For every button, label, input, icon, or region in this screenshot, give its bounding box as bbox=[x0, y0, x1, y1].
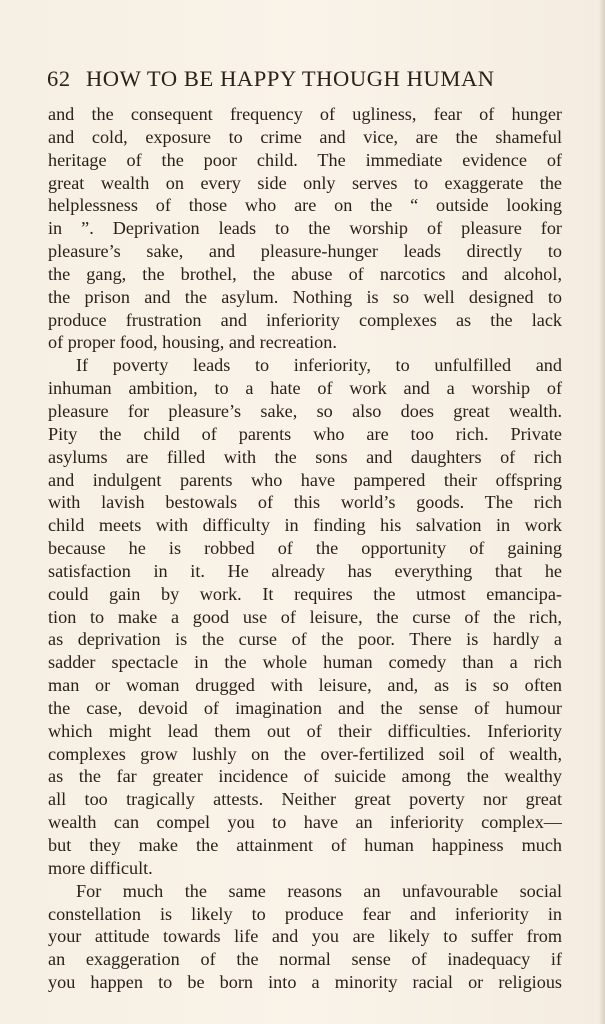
text-line: the case, devoid of imagination and the sense of humour bbox=[48, 697, 562, 718]
text-line: as the far greater incidence of suicide among the wealthy bbox=[48, 766, 562, 787]
text-line: asylums are filled with the sons and daughters of rich bbox=[48, 446, 562, 467]
text-line: man or woman drugged with leisure, and, as is so often bbox=[48, 675, 562, 696]
text-line: your attitude towards life and you are likely to suffer from bbox=[48, 926, 562, 947]
text-line: produce frustration and inferiority complexes as the lack bbox=[48, 309, 562, 330]
text-line: sadder spectacle in the whole human comedy than a rich bbox=[48, 652, 562, 673]
text-line: pleasure for pleasure’s sake, so also does great wealth. bbox=[48, 400, 562, 421]
page-edge-shadow bbox=[599, 0, 605, 1024]
text-line: helplessness of those who are on the “ outside looking bbox=[48, 195, 562, 216]
text-line: as deprivation is the curse of the poor. There is hardly a bbox=[48, 629, 562, 650]
body-text bbox=[48, 103, 562, 994]
text-line: complexes grow lushly on the over-fertilized soil of wealth, bbox=[48, 743, 562, 764]
text-line: tion to make a good use of leisure, the curse of the rich, bbox=[48, 606, 562, 627]
text-line: all too tragically attests. Neither great poverty nor great bbox=[48, 789, 562, 810]
text-line: For much the same reasons an unfavourable social bbox=[76, 880, 562, 901]
text-line: in ”. Deprivation leads to the worship of pleasure for bbox=[48, 218, 562, 239]
running-header bbox=[47, 66, 557, 96]
page-number: 62 bbox=[47, 66, 71, 91]
text-line: which might lead them out of their difficulties. Inferiority bbox=[48, 720, 562, 741]
text-line: the gang, the brothel, the abuse of narcotics and alcohol, bbox=[48, 263, 562, 284]
text-line: constellation is likely to produce fear and inferiority in bbox=[48, 903, 562, 924]
text-line: could gain by work. It requires the utmost emancipa- bbox=[48, 583, 562, 604]
text-line: child meets with difficulty in finding his salvation in work bbox=[48, 515, 562, 536]
text-line: and indulgent parents who have pampered their offspring bbox=[48, 469, 562, 490]
text-line: inhuman ambition, to a hate of work and a worship of bbox=[48, 378, 562, 399]
text-line: you happen to be born into a minority racial or religious bbox=[48, 972, 562, 993]
text-line: but they make the attainment of human happiness much bbox=[48, 835, 562, 855]
text-line: more difficult. bbox=[48, 857, 153, 878]
text-line: the prison and the asylum. Nothing is so well designed to bbox=[48, 286, 562, 307]
text-line: and cold, exposure to crime and vice, are the shameful bbox=[48, 126, 562, 147]
text-line: an exaggeration of the normal sense of inadequacy if bbox=[48, 949, 562, 970]
text-line: of proper food, housing, and recreation. bbox=[48, 332, 337, 353]
text-line: If poverty leads to inferiority, to unfulfilled and bbox=[76, 355, 562, 376]
running-title: HOW TO BE HAPPY THOUGH HUMAN bbox=[85, 66, 495, 91]
text-line: Pity the child of parents who are too rich. Private bbox=[48, 423, 562, 444]
text-line: great wealth on every side only serves to exaggerate the bbox=[48, 172, 562, 193]
text-line: heritage of the poor child. The immediate evidence of bbox=[48, 149, 562, 170]
text-line: and the consequent frequency of ugliness, fear of hunger bbox=[48, 104, 562, 124]
text-line: satisfaction in it. He already has everything that he bbox=[48, 560, 562, 581]
text-line: wealth can compel you to have an inferiority complex— bbox=[48, 812, 562, 833]
text-line: with lavish bestowals of this world’s goods. The rich bbox=[48, 492, 562, 513]
text-line: because he is robbed of the opportunity of gaining bbox=[48, 538, 562, 559]
text-line: pleasure’s sake, and pleasure-hunger leads directly to bbox=[48, 241, 562, 262]
